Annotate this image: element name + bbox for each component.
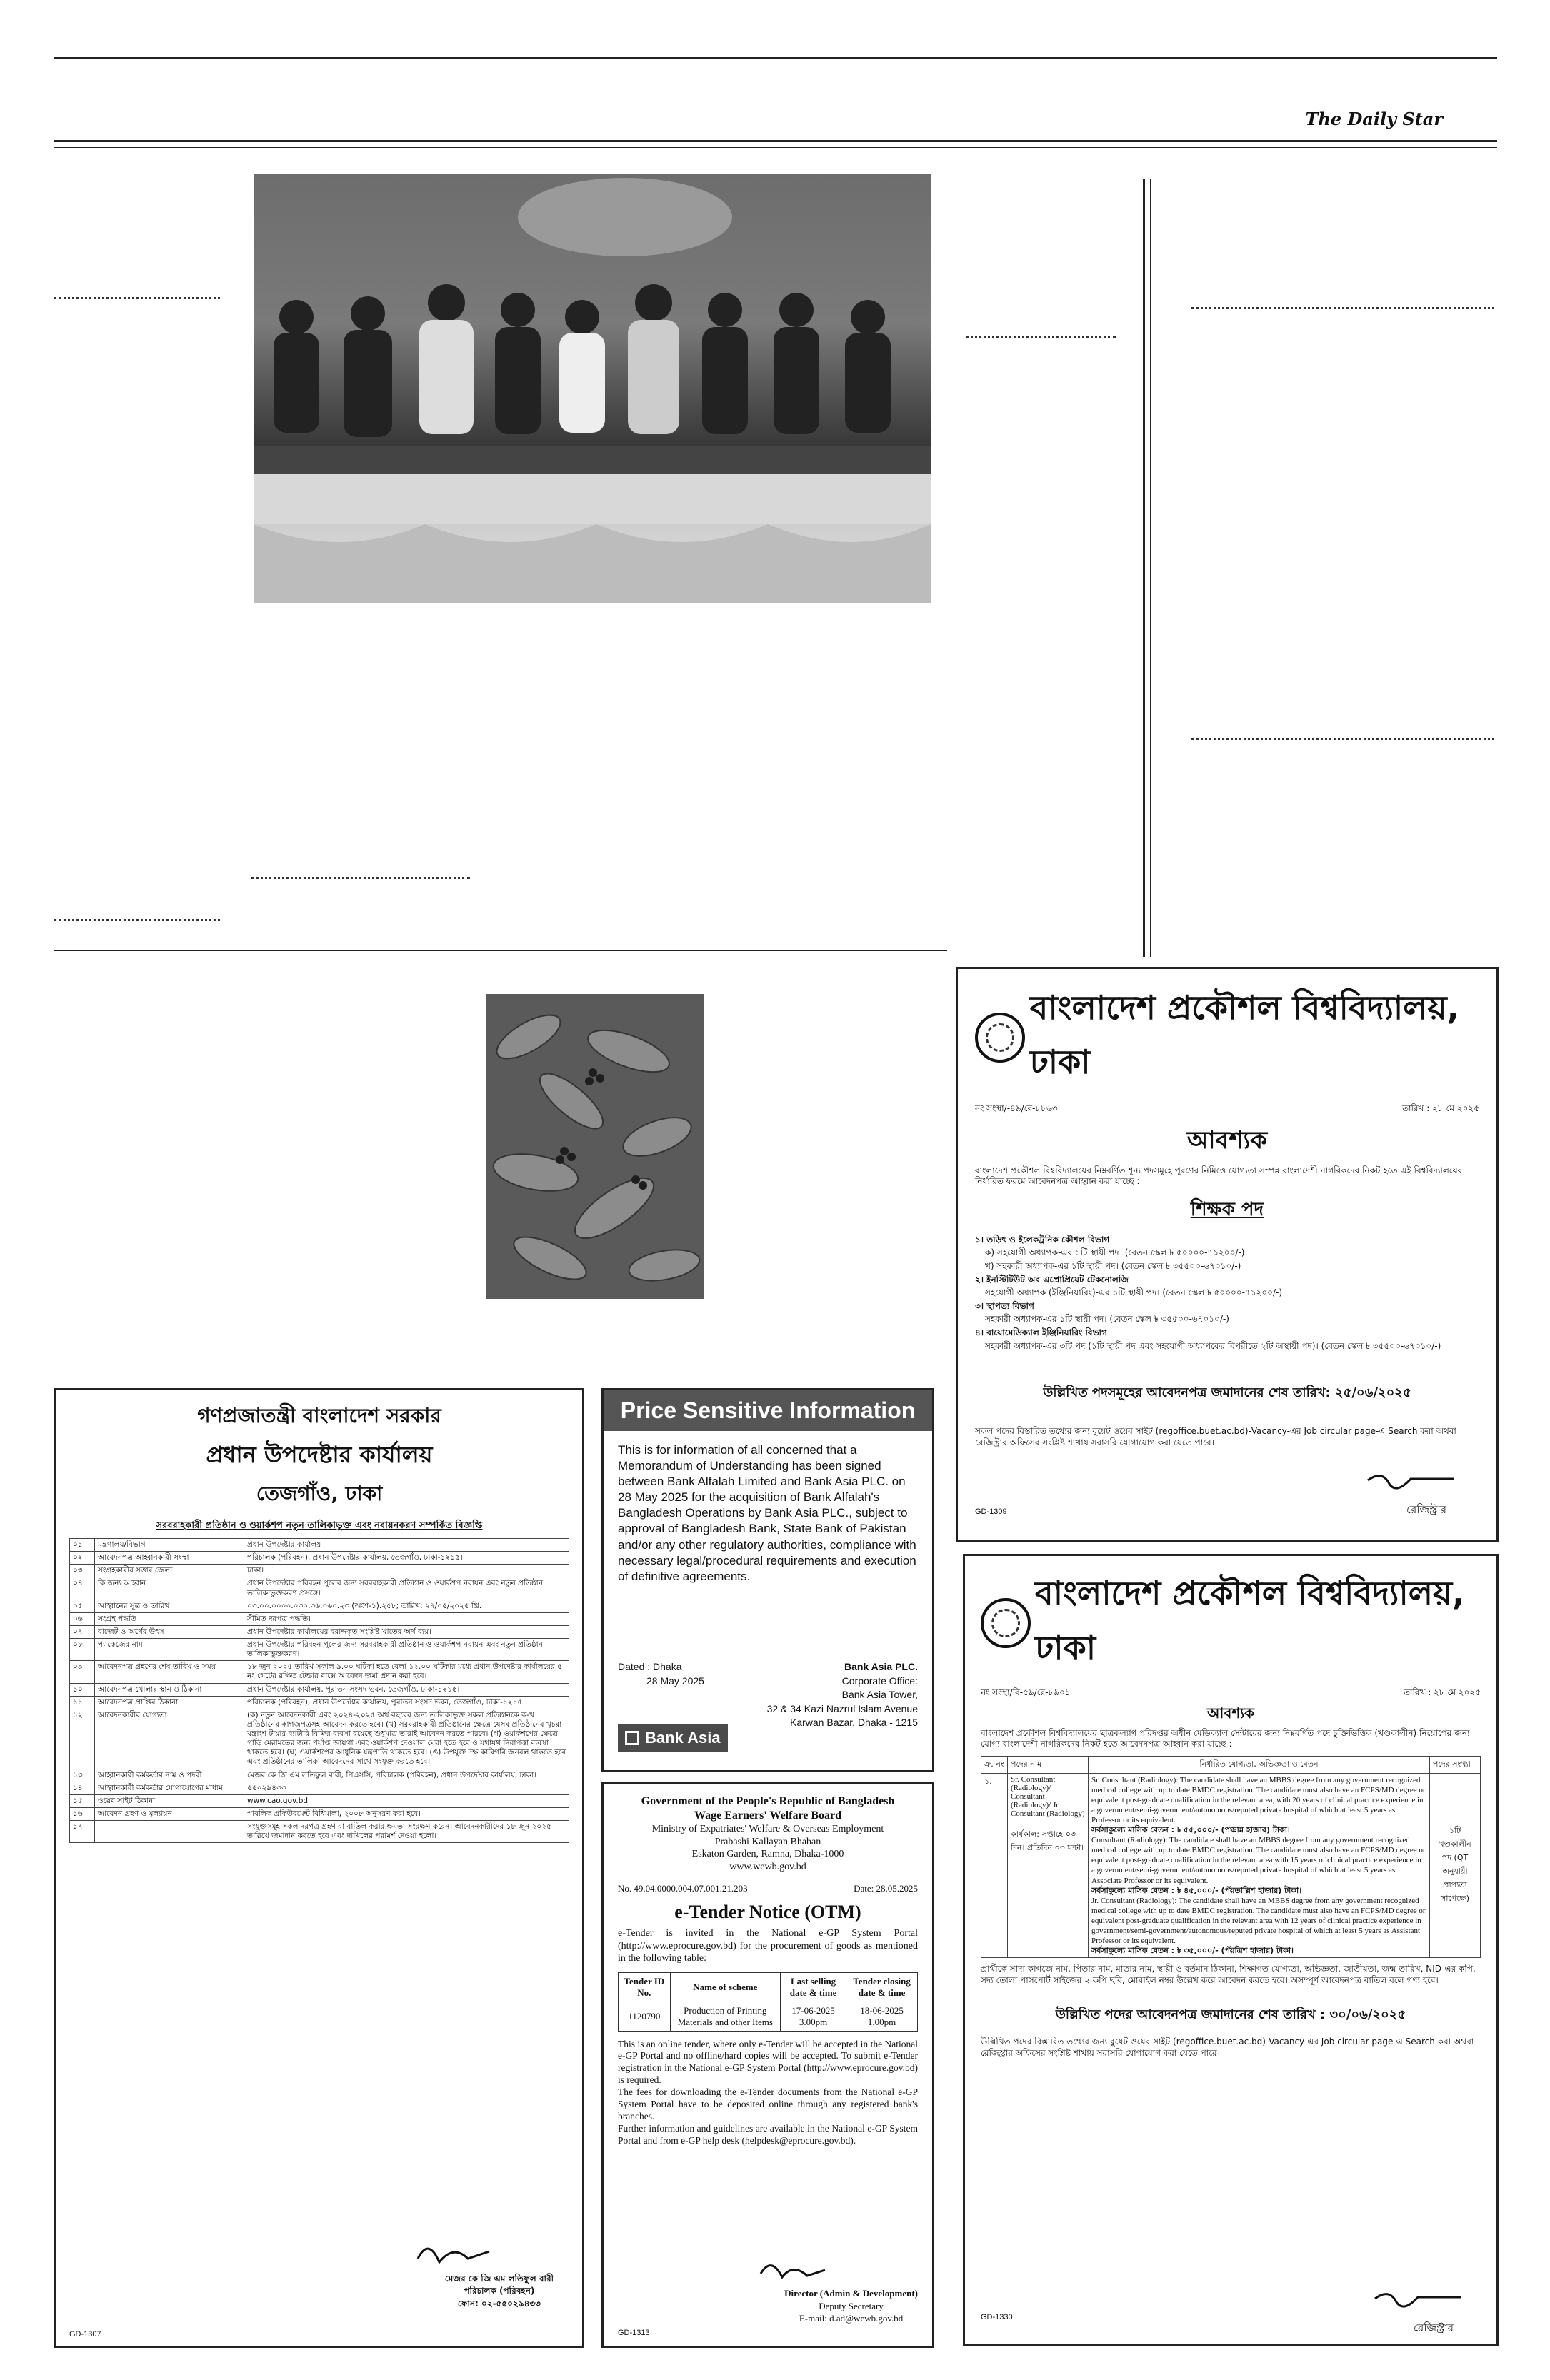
signer-title: রেজিস্ট্রার xyxy=(1413,2321,1454,2334)
dated-label: Dated : Dhaka xyxy=(618,1661,682,1672)
table-header: পদের নাম xyxy=(1008,1756,1089,1773)
tender-selling-date: 17-06-2025 3.00pm xyxy=(780,2002,846,2031)
row-value: সংযুক্তসমূহ সকল দরপত্র গ্রহণ বা বাতিল করার ক্ষমতা সংরক্ষণ করেন। আবেদনকারীদের ১৮ জুন ২০২৫ তারিখে জমাদান করতে হবে এবং দাখিলের পরামর্শ দেওয়া হলো। xyxy=(244,1821,569,1843)
post-item: সহকারী অধ্যাপক-এর ১টি স্থায়ী পদ। (বেতন স্কেল ৳ ৩৫৫০০-৬৭০১০/-) xyxy=(985,1314,1229,1325)
post-item: ক) সহযোগী অধ্যাপক-এর ১টি স্থায়ী পদ। (বেতন স্কেল ৳ ৫০০০০-৭১২০০/-) xyxy=(985,1247,1245,1258)
row-label: সংগ্রহকারীর সত্তার জেলা xyxy=(95,1565,244,1577)
memo-date: Date: 28.05.2025 xyxy=(854,1883,918,1894)
memo-date: তারিখ : ২৮ মে ২০২৫ xyxy=(1401,1103,1479,1113)
post-count: ১টি খণ্ডকালীন পদ (QT অনুযায়ী প্রাপ্যতা সাপেক্ষে) xyxy=(1430,1773,1481,1957)
application-deadline: উল্লিখিত পদের আবেদনপত্র জমাদানের শেষ তারিখ : ৩০/০৬/২০২৫ xyxy=(1055,2007,1406,2023)
row-number: ০১ xyxy=(70,1539,95,1552)
notice-table xyxy=(69,1538,569,1843)
table-row xyxy=(70,1782,569,1794)
table-row xyxy=(70,1539,569,1552)
row-value: প্রধান উপদেষ্টার কার্যালয়ের বরাদ্দকৃত সংশ্লিষ্ট খাতের অর্থ ব্যয়। xyxy=(244,1625,569,1638)
row-label: আহ্বানের সূত্র ও তারিখ xyxy=(95,1600,244,1612)
row-value: ৫৫০২৯৪৩৩ xyxy=(244,1782,569,1794)
table-header: ক্র. নং xyxy=(981,1756,1008,1773)
post-item: সহকারী অধ্যাপক-এর ৩টি পদ (১টি স্থায়ী পদ এবং সহযোগী অধ্যাপকের বিপরীতে ২টি অস্থায়ী পদ)। (বেতন স্কেল ৳ ৩৫৫০০-৬৭০১০/-) xyxy=(985,1340,1441,1351)
board-address: Eskaton Garden, Ramna, Dhaka-1000 xyxy=(691,1849,844,1859)
signature xyxy=(411,2237,496,2273)
row-label: আবেদনপত্র আহ্বানকারী সংস্থা xyxy=(95,1552,244,1565)
row-label: আহ্বানকারী কর্মকর্তার নাম ও পদবী xyxy=(95,1769,244,1782)
post-item: ১। তড়িৎ ও ইলেকট্রনিক কৌশল বিভাগ xyxy=(975,1234,1110,1245)
row-label: আবেদনপত্র গ্রহণের শেষ তারিখ ও সময় xyxy=(95,1661,244,1683)
ad-heading: আবশ্যক xyxy=(1206,1704,1255,1722)
working-hours: কার্যকাল: সপ্তাহে ০৩ দিন। প্রতিদিন ০৩ ঘন্টা। xyxy=(1011,1829,1084,1852)
salary-sr: সর্বসাকুল্যে মাসিক বেতন : ৳ ৫৫,০০০/- (পঞ্চান্ন হাজার) টাকা। xyxy=(1091,1825,1290,1835)
buet-teacher-ad xyxy=(956,967,1499,1542)
ad-footer: সকল পদের বিস্তারিত তথ্যের জন্য বুয়েট ওয়েব সাইট (regoffice.buet.ac.bd)-Vacancy-এর Job circular page-এ Search করা অথবা রেজিস্ট্রার অফিসের সংশ্লিষ্ট শাখায় সরাসরি যোগাযোগ করা যেতে পারে। xyxy=(975,1426,1456,1447)
column-divider xyxy=(54,919,220,921)
table-row xyxy=(70,1683,569,1696)
row-number: ০৮ xyxy=(70,1639,95,1661)
application-deadline: উল্লিখিত পদসমূহের আবেদনপত্র জমাদানের শেষ তারিখ: ২৫/০৬/২০২৫ xyxy=(1043,1385,1411,1401)
psi-title: Price Sensitive Information xyxy=(604,1390,932,1431)
tender-note: Further information and guidelines are available in the National e-GP System Portal and from e-GP help desk (helpdesk@eprocure.gov.bd). xyxy=(618,2122,918,2146)
column-divider xyxy=(54,297,220,299)
application-note: প্রার্থীকে সাদা কাগজে নাম, পিতার নাম, মাতার নাম, স্থায়ী ও বর্তমান ঠিকানা, শিক্ষাগত যোগ্যতা, অভিজ্ঞতা, জাতীয়তা, জন্ম তারিখ, NID-এর কপি, সদ্য তোলা পাসপোর্ট সাইজের ২ কপি ছবি, মোবাইল নম্বর উল্লেখ করে আবেদন করতে হবে। অসম্পূর্ণ আবেদনপত্র বাতিল বলে গণ্য হবে। xyxy=(981,1964,1476,1985)
tender-title: e-Tender Notice (OTM) xyxy=(674,1902,861,1922)
buet-title: বাংলাদেশ প্রকৌশল বিশ্ববিদ্যালয়, ঢাকা xyxy=(1035,1574,1465,1667)
table-row xyxy=(70,1639,569,1661)
column-divider xyxy=(1191,307,1494,309)
memo-date: তারিখ : ২৮ মে ২০২৫ xyxy=(1403,1687,1481,1697)
table-header: নির্ধারিত যোগ্যতা, অভিজ্ঞতা ও বেতন xyxy=(1089,1756,1430,1773)
row-label: আবেদন গ্রহণ ও মূল্যায়ন xyxy=(95,1807,244,1820)
post-item: খ) সহকারী অধ্যাপক-এর ১টি স্থায়ী পদ। (বেতন স্কেল ৳ ৩৫৫০০-৬৭০১০/-) xyxy=(985,1260,1241,1271)
post-item: সহযোগী অধ্যাপক (ইঞ্জিনিয়ারিং)-এর ১টি স্থায়ী পদ। (বেতন স্কেল ৳ ৫০০০০-৭১২০০/-) xyxy=(985,1287,1283,1298)
bank-asia-logo-icon xyxy=(625,1731,639,1745)
column-divider xyxy=(251,877,470,879)
row-label: কি জন্য আহ্বান xyxy=(95,1577,244,1600)
tender-header: Tender ID No. xyxy=(619,1972,671,2002)
ad-code: GD-1309 xyxy=(975,1507,1007,1516)
company-name: Bank Asia PLC. xyxy=(844,1661,918,1672)
vertical-rule xyxy=(1143,179,1145,957)
row-label: ওয়েব সাইট ঠিকানা xyxy=(95,1794,244,1807)
qualification-sr: Sr. Consultant (Radiology): The candidate shall have an MBBS degree from any government recognized medical college with up to date BMDC registration. The candidate must also have an FCPS/MD degree or equivalent post-graduate qualification in the relevant area, with 20 years of clinical practice experience in a government/semi-government/autonomous/reputed private hospital of which at least 5 years as Professor or its equivalent. xyxy=(1091,1775,1426,1825)
bank-asia-logo xyxy=(618,1724,728,1752)
row-value: প্রধান উপদেষ্টার পরিবহন পুলের জন্য সরবরাহকারী প্রতিষ্ঠান ও ওয়ার্কশপ নবায়ন এবং নতুন প্রতিষ্ঠান তালিকাভুক্তকরণ প্রসঙ্গে। xyxy=(244,1577,569,1600)
row-number: ০৩ xyxy=(70,1565,95,1577)
board-name: Wage Earners' Welfare Board xyxy=(694,1809,842,1822)
row-value: ০৩.০০.০০০০.০৩০.৩৬.০৬০.২৩ (অংশ-১).২৫৮; তারিখ: ২৭/০৫/২০২৫ খ্রি. xyxy=(244,1600,569,1612)
table-row xyxy=(70,1625,569,1638)
ad-heading: আবশ্যক xyxy=(1186,1125,1268,1155)
memo-number: নং সংস্থা/-৪৯/রে-৮৮৬৩ xyxy=(975,1103,1058,1113)
row-number: ১৫ xyxy=(70,1794,95,1807)
signer-phone: ফোন: ০২-৫৫০২৯৪৩৩ xyxy=(457,2298,541,2309)
row-value: (ক) নতুন আবেদনকারী এবং ২০২৪-২০২৫ অর্থ বছরের জন্য তালিকাভুক্ত সকল প্রতিষ্ঠানকে ক-খ প্রতিষ্ঠানের কাগজপত্রসহ আবেদন করতে হবে। (খ) সরবরাহকারী প্রতিষ্ঠানের ক্ষেত্রে যেসব প্রতিষ্ঠানের খুচরা যন্ত্রাংশ টায়ার ব্যাটারি বিক্রির ব্যবসা রয়েছে শুধুমাত্র তারাই আবেদন করতে পারবে। (গ) ওয়ার্কশপের ক্ষেত্রে গাড়ি মেরামতের জন্য পর্যাপ্ত জায়গা এবং ওয়ার্কশপ দেওয়াল ঘেরা হতে হবে ও যথাযথ নিরাপত্তা ব্যবস্থা থাকতে হবে। (ঘ) ওয়ার্কশপের আধুনিক যন্ত্রপাতি থাকতে হবে। (ঙ) উপযুক্ত দক্ষ কারিগরি জনবল থাকতে হবে এবং প্রতিষ্ঠানের তালিকা আবেদনের সাথে সংযুক্ত করতে হবে। xyxy=(244,1709,569,1769)
company-address: Karwan Bazar, Dhaka - 1215 xyxy=(790,1717,918,1729)
price-sensitive-notice xyxy=(601,1388,934,1772)
tender-intro: e-Tender is invited in the National e-GP System Portal (http://www.eprocure.gov.bd) for the procurement of goods as mentioned in the following table: xyxy=(618,1928,918,1964)
post-item: ৪। বায়োমেডিক্যাল ইঞ্জিনিয়ারিং বিভাগ xyxy=(975,1327,1107,1337)
ad-code: GD-1307 xyxy=(69,2330,101,2339)
row-value: প্রধান উপদেষ্টার কার্যালয় xyxy=(244,1539,569,1552)
company-address: 32 & 34 Kazi Nazrul Islam Avenue xyxy=(766,1702,918,1714)
row-number: ০৪ xyxy=(70,1577,95,1600)
qualification-consultant: Consultant (Radiology): The candidate shall have an MBBS degree from any government recognized medical college with up to date BMDC registration. The candidate must also have an FCPS/MD degree or equivalent post-graduate qualification in the relevant area with 15 years of clinical practice experience in a government/semi-government/autonomous/reputed private hospital of which at least 5 years as Associate Professor or its equivalent. xyxy=(1091,1836,1426,1885)
company-address: Bank Asia Tower, xyxy=(841,1689,918,1701)
row-label: আবেদনকারীর যোগ্যতা xyxy=(95,1709,244,1769)
ad-code: GD-1330 xyxy=(981,2313,1013,2321)
row-number: ১০ xyxy=(70,1683,95,1696)
row-number: ১৪ xyxy=(70,1782,95,1794)
row-number: ১১ xyxy=(70,1696,95,1709)
bank-asia-logo-text: Bank Asia xyxy=(645,1729,721,1747)
post-name: Sr. Consultant (Radiology)/ Consultant (Radiology)/ Jr. Consultant (Radiology) xyxy=(1011,1774,1085,1818)
row-number: ০৬ xyxy=(70,1612,95,1625)
row-number: ০২ xyxy=(70,1552,95,1565)
row-value: পরিচালক (পরিবহন), প্রধান উপদেষ্টার কার্যালয়, পুরাতন সংসদ ভবন, তেজগাঁও, ঢাকা-১২১৫। xyxy=(244,1696,569,1709)
signer-title: পরিচালক (পরিবহন) xyxy=(464,2286,535,2296)
tender-note: This is an online tender, where only e-Tender will be accepted in the National e-GP Portal and no offline/hard copies will be accepted. To submit e-Tender registration in the National e-GP System Portal (http://www.eprocure.gov.bd) is required. xyxy=(618,2038,918,2086)
row-value: সীমিত দরপত্র পদ্ধতি। xyxy=(244,1612,569,1625)
tender-scheme: Production of Printing Materials and other Items xyxy=(670,2002,780,2031)
signature xyxy=(754,2256,832,2284)
event-photo-figures xyxy=(254,174,931,603)
table-row xyxy=(70,1709,569,1769)
tender-id: 1120790 xyxy=(619,2002,671,2031)
row-label: মন্ত্রণালয়/বিভাগ xyxy=(95,1539,244,1552)
table-row xyxy=(70,1600,569,1612)
row-label: প্যাকেজের নাম xyxy=(95,1639,244,1661)
row-label xyxy=(95,1821,244,1843)
qualification-jr: Jr. Consultant (Radiology): The candidate shall have an MBBS degree from any government recognized medical college with up to date BMDC registration. The candidate must also have an FCPS/MD degree or equivalent post-graduate qualification in the relevant area with 12 years of clinical practice experience in government/semi-government/autonomous/reputed private hospital of which at least 5 years as Assistant Professor or its equivalent. xyxy=(1091,1896,1426,1946)
tender-table xyxy=(618,1972,918,2032)
tender-note: The fees for downloading the e-Tender documents from the National e-GP System Portal have to be deposited online through any registered bank's branches. xyxy=(618,2087,918,2122)
table-row xyxy=(70,1661,569,1683)
row-label: আহ্বানকারী কর্মকর্তার যোগাযোগের মাধ্যম xyxy=(95,1782,244,1794)
ministry-name: Ministry of Expatriates' Welfare & Overseas Employment xyxy=(651,1824,884,1834)
salary-consultant: সর্বসাকুল্যে মাসিক বেতন : ৳ ৪৫,০০০/- (পঁয়তাল্লিশ হাজার) টাকা। xyxy=(1091,1885,1302,1895)
buet-logo-icon xyxy=(981,1598,1031,1648)
table-row xyxy=(70,1565,569,1577)
table-row xyxy=(70,1552,569,1565)
tender-header: Last selling date & time xyxy=(780,1972,846,2002)
row-number: ১৬ xyxy=(70,1807,95,1820)
post-table xyxy=(981,1756,1481,1958)
govt-line-1: গণপ্রজাতন্ত্রী বাংলাদেশ সরকার xyxy=(197,1404,441,1427)
row-value: পাবলিক প্রকিউরমেন্ট বিধিমালা, ২০০৮ অনুসরণ করা হবে। xyxy=(244,1807,569,1820)
ad-code: GD-1313 xyxy=(618,2329,650,2337)
table-row xyxy=(70,1794,569,1807)
table-row xyxy=(70,1807,569,1820)
signer-title: Director (Admin & Development) xyxy=(784,2288,918,2299)
buet-logo-icon xyxy=(975,1013,1025,1063)
cao-notice xyxy=(54,1388,584,2348)
header-rule-2 xyxy=(54,147,1497,148)
row-label: আবেদনপত্র খোলার স্থান ও ঠিকানা xyxy=(95,1683,244,1696)
row-value: ১৮ জুন ২০২৫ তারিখ সকাল ৯.০০ ঘটিকা হতে বেলা ১২.০০ ঘটিকার মধ্যে প্রধান উপদেষ্টার কার্যালয়ের ৫ নং গেটের রক্ষিত টেন্ডার বাক্সে আবেদন জমা প্রদান করা হবে। xyxy=(244,1661,569,1683)
signature xyxy=(1368,2284,1468,2313)
signer-email: E-mail: d.ad@wewb.gov.bd xyxy=(799,2313,904,2324)
govt-line-3: তেজগাঁও, ঢাকা xyxy=(256,1482,383,1505)
tender-closing-date: 18-06-2025 1.00pm xyxy=(846,2002,918,2031)
table-row xyxy=(70,1612,569,1625)
brand-logo: The Daily Star xyxy=(1305,109,1443,129)
notice-subtitle: সরবরাহকারী প্রতিষ্ঠান ও ওয়ার্কশপ নতুন তালিকাভুক্ত এবং নবায়নকরণ সম্পর্কিত বিজ্ঞপ্তি xyxy=(156,1520,483,1531)
row-number: ০৯ xyxy=(70,1661,95,1683)
table-row xyxy=(70,1696,569,1709)
coffee-plant-leaves xyxy=(486,994,704,1299)
row-number: ০৫ xyxy=(70,1600,95,1612)
psi-body: This is for information of all concerned that a Memorandum of Understanding has been signed between Bank Alfalah Limited and Bank Asia PLC. on 28 May 2025 for the acquisition of Bank Alfalah's Bangladesh Operations by Bank Asia PLC., subject to approval of Bangladesh Bank, State Bank of Pakistan and/or any other regulatory authorities, compliance with necessary legal/procedural requirements and execution of definitive agreements. xyxy=(618,1443,916,1583)
row-label: বাজেট ও অর্থের উৎস xyxy=(95,1625,244,1638)
row-number: ১৭ xyxy=(70,1821,95,1843)
table-header: পদের সংখ্যা xyxy=(1430,1756,1481,1773)
row-value: www.cao.gov.bd xyxy=(244,1794,569,1807)
govt-name: Government of the People's Republic of Bangladesh xyxy=(641,1795,895,1807)
row-number: ১৩ xyxy=(70,1769,95,1782)
govt-line-2: প্রধান উপদেষ্টার কার্যালয় xyxy=(206,1441,433,1468)
buet-title: বাংলাদেশ প্রকৌশল বিশ্ববিদ্যালয়, ঢাকা xyxy=(1029,988,1460,1081)
salary-jr: সর্বসাকুল্যে মাসিক বেতন : ৳ ৩৫,০০০/- (পঁয়ত্রিশ হাজার) টাকা। xyxy=(1091,1946,1294,1956)
signer-subtitle: Deputy Secretary xyxy=(819,2300,884,2311)
ad-intro: বাংলাদেশ প্রকৌশল বিশ্ববিদ্যালয়ের নিম্নবর্ণিত শূন্য পদসমূহে পূরণের নিমিত্তে যোগ্যতা সম্পন্ন বাংলাদেশী নাগরিকদের নিকট হতে এই বিশ্ববিদ্যালয়ের নির্ধারিত ফরমে আবেদনপত্র আহ্বান করা যাচ্ছে : xyxy=(975,1165,1463,1187)
row-number: ১. xyxy=(981,1773,1008,1957)
row-label: আবেদনপত্র প্রাপ্তির ঠিকানা xyxy=(95,1696,244,1709)
row-value: পরিচালক (পরিবহন), প্রধান উপদেষ্টার কার্যালয়, তেজগাঁও, ঢাকা-১২১৫। xyxy=(244,1552,569,1565)
tender-header: Tender closing date & time xyxy=(846,1972,918,2002)
table-row xyxy=(70,1769,569,1782)
table-row xyxy=(70,1577,569,1600)
row-value: মেজর কে জি এম লতিফুল বারী, পিএসসি, পরিচালক (পরিবহন), প্রধান উপদেষ্টার কার্যালয়, ঢাকা। xyxy=(244,1769,569,1782)
company-address: Corporate Office: xyxy=(841,1674,918,1687)
tender-header: Name of scheme xyxy=(670,1972,780,2002)
top-rule xyxy=(54,57,1497,59)
dated-value: 28 May 2025 xyxy=(646,1674,704,1687)
vertical-rule xyxy=(1150,179,1151,957)
column-divider xyxy=(966,336,1116,338)
coffee-plant-photo xyxy=(486,994,704,1299)
post-item: ২। ইনস্টিটিউট অব এপ্রোপ্রিয়েট টেকনোলজি xyxy=(975,1274,1129,1285)
row-label: সংগ্রহ পদ্ধতি xyxy=(95,1612,244,1625)
memo-number: No. 49.04.0000.004.07.001.21.203 xyxy=(618,1883,748,1894)
row-number: ০৭ xyxy=(70,1625,95,1638)
signer-name: মেজর কে জি এম লতিফুল বারী xyxy=(444,2274,554,2284)
building-name: Prabashi Kallayan Bhaban xyxy=(714,1836,821,1847)
table-row xyxy=(70,1821,569,1843)
row-value: ঢাকা। xyxy=(244,1565,569,1577)
column-divider xyxy=(1191,738,1494,740)
section-rule xyxy=(54,950,947,951)
event-photo xyxy=(254,174,931,603)
board-website: www.wewb.gov.bd xyxy=(729,1861,806,1872)
ad-intro: বাংলাদেশ প্রকৌশল বিশ্ববিদ্যালয়ের ছাত্রকল্যাণ পরিদপ্তর অধীন মেডিক্যাল সেন্টারের জন্য নিম্নবর্ণিত পদে চুক্তিভিত্তিক (খণ্ডকালীন) নিয়োগের জন্য যোগ্য বাংলাদেশী নাগরিকদের নিকট হতে আবেদনপত্র আহ্বান করা যাচ্ছে : xyxy=(981,1727,1470,1749)
row-value: প্রধান উপদেষ্টার পরিবহন পুলের জন্য সরবরাহকারী প্রতিষ্ঠান ও ওয়ার্কশপ নবায়ন এবং নতুন প্রতিষ্ঠান তালিকাভুক্তকরণ। xyxy=(244,1639,569,1661)
post-item: ৩। স্থাপত্য বিভাগ xyxy=(975,1300,1034,1311)
header-rule-1 xyxy=(54,140,1497,142)
ad-subheading: শিক্ষক পদ xyxy=(1190,1198,1264,1220)
ad-footer: উল্লিখিত পদের বিস্তারিত তথ্যের জন্য বুয়েট ওয়েব সাইট (regoffice.buet.ac.bd)-Vacancy-এর Job circular page-এ Search করা অথবা রেজিস্ট্রার অফিসের সংশ্লিষ্ট শাখায় সরাসরি যোগাযোগ করা যেতে পারে। xyxy=(981,2037,1474,2058)
signer-title: রেজিস্ট্রার xyxy=(1406,1503,1446,1516)
row-value: প্রধান উপদেষ্টার কার্যালয়, পুরাতন সংসদ ভবন, তেজগাঁও, ঢাকা-১২১৫। xyxy=(244,1683,569,1696)
wewb-tender-notice xyxy=(601,1782,934,2348)
row-number: ১২ xyxy=(70,1709,95,1769)
buet-consultant-ad xyxy=(963,1554,1499,2346)
memo-number: নং সংস্থা/বি-৫৯/রে-৮৯০১ xyxy=(981,1687,1071,1697)
signature xyxy=(1361,1466,1461,1495)
